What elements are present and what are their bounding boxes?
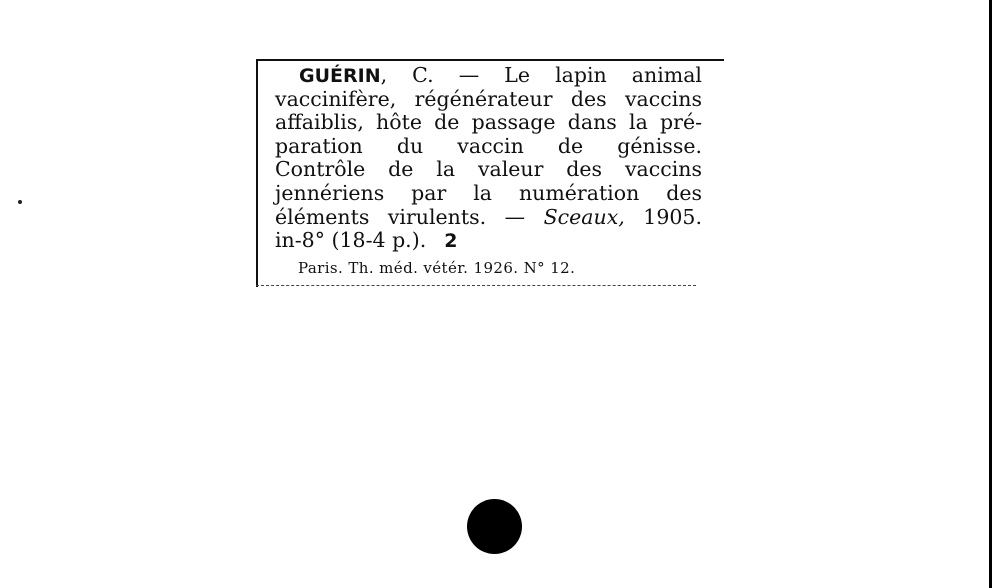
- entry-line-3: affaiblis, hôte de passage dans la pré-: [275, 110, 702, 135]
- entry-line-8: [275, 229, 702, 253]
- catalog-card: [256, 59, 722, 287]
- source-line: Paris. Th. méd. vétér. 1926. N° 12.: [298, 259, 576, 277]
- entry-line-7-start: éléments virulents. —: [275, 204, 544, 229]
- scan-speck: [18, 200, 22, 204]
- card-bottom-rule: [256, 285, 696, 286]
- entry-line-7: [275, 206, 702, 230]
- publication-year: 1905.: [624, 204, 702, 229]
- card-left-rule: [256, 59, 258, 287]
- handwritten-mark: 2: [444, 230, 458, 253]
- punch-hole: [467, 499, 522, 554]
- bibliographic-entry: [275, 64, 702, 253]
- entry-line-5: Contrôle de la valeur des vaccins: [275, 157, 702, 182]
- entry-line-2: vaccinifère, régénérateur des vaccins: [275, 86, 702, 111]
- format-pages: in-8° (18-4 p.).: [275, 228, 427, 253]
- entry-line-1: [275, 64, 702, 88]
- card-top-rule: [258, 59, 724, 61]
- entry-line-4: paration du vaccin de génisse.: [275, 133, 702, 158]
- publication-place: Sceaux,: [543, 204, 625, 229]
- entry-line-6: jennériens par la numération des: [275, 180, 702, 205]
- author-name: GUÉRIN: [299, 65, 381, 87]
- title-start: , C. — Le lapin animal: [380, 63, 702, 87]
